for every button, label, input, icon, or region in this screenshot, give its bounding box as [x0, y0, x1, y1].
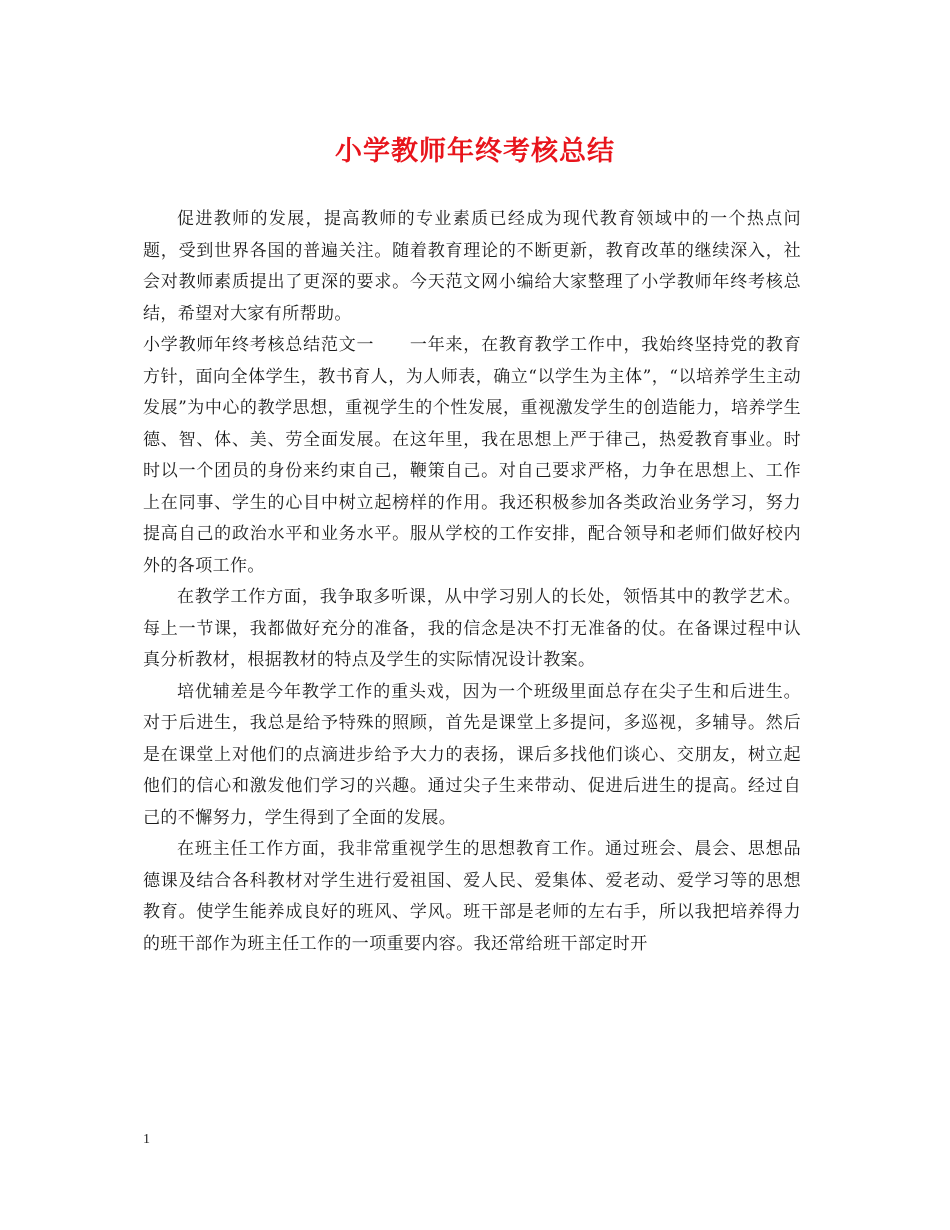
paragraph-sample-one: 小学教师年终考核总结范文一 一年来，在教育教学工作中，我始终坚持党的教育方针，面向全体学生，教书育人，为人师表，确立“以学生为主体”，“以培养学生主动发展”为中心的教学思想，重视学生的个性发展，重视激发学生的创造能力，培养学生德、智、体、美、劳全面发展。在这年里，我在思想上严于律己，热爱教育事业。时时以一个团员的身份来约束自己，鞭策自己。对自己要求严格，力争在思想上、工作上在同事、学生的心目中树立起榜样的作用。我还积极参加各类政治业务学习，努力提高自己的政治水平和业务水平。服从学校的工作安排，配合领导和老师们做好校内外的各项工作。 — [143, 335, 801, 576]
document-title: 小学教师年终考核总结 — [335, 136, 615, 167]
page-number: 1 — [143, 1132, 150, 1147]
paragraph-intro: 促进教师的发展，提高教师的专业素质已经成为现代教育领域中的一个热点问题，受到世界各国的普遍关注。随着教育理论的不断更新，教育改革的继续深入，社会对教师素质提出了更深的要求。今天范文网小编给大家整理了小学教师年终考核总结，希望对大家有所帮助。 — [143, 209, 801, 324]
document-body — [143, 204, 801, 960]
paragraph-class-teacher: 在班主任工作方面，我非常重视学生的思想教育工作。通过班会、晨会、思想品德课及结合各科教材对学生进行爱祖国、爱人民、爱集体、爱老动、爱学习等的思想教育。使学生能养成良好的班风、学风。班干部是老师的左右手，所以我把培养得力的班干部作为班主任工作的一项重要内容。我还常给班干部定时开 — [143, 839, 801, 954]
paragraph-teaching: 在教学工作方面，我争取多听课，从中学习别人的长处，领悟其中的教学艺术。每上一节课，我都做好充分的准备，我的信念是决不打无准备的仗。在备课过程中认真分析教材，根据教材的特点及学生的实际情况设计教案。 — [143, 587, 801, 670]
paragraph-tutoring: 培优辅差是今年教学工作的重头戏，因为一个班级里面总存在尖子生和后进生。对于后进生，我总是给予特殊的照顾，首先是课堂上多提问，多巡视，多辅导。然后是在课堂上对他们的点滴进步给予大力的表扬，课后多找他们谈心、交朋友，树立起他们的信心和激发他们学习的兴趣。通过尖子生来带动、促进后进生的提高。经过自己的不懈努力，学生得到了全面的发展。 — [143, 681, 801, 828]
